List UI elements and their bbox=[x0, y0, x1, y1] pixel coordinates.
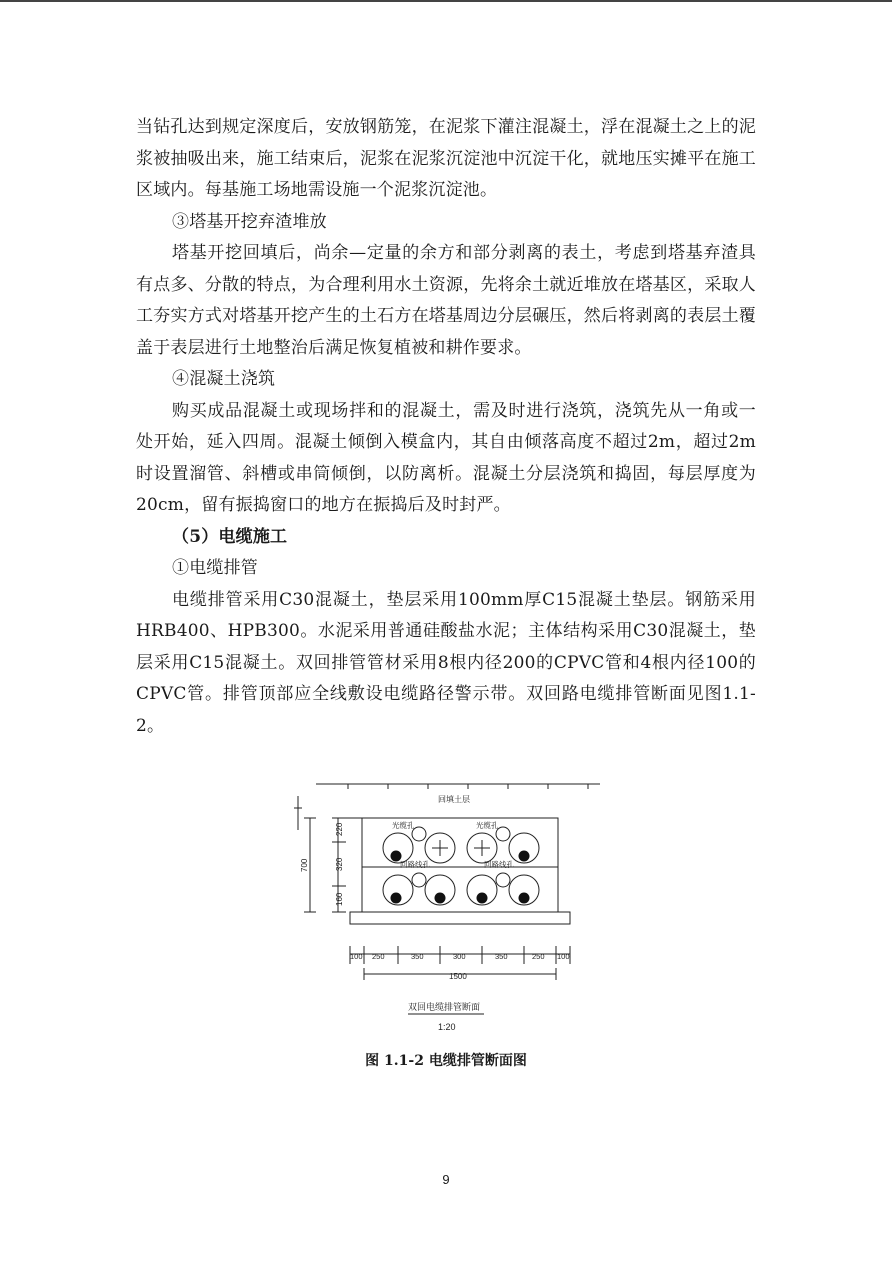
dim-bottom-2: 250 bbox=[372, 952, 385, 961]
dim-total-height: 700 bbox=[300, 858, 309, 872]
drawing-title: 双回电缆排管断面 bbox=[408, 1002, 481, 1012]
dim-left-1: 220 bbox=[335, 822, 344, 836]
page-number: 9 bbox=[442, 1172, 450, 1187]
label-circuit-hole-left: 回路线孔 bbox=[400, 860, 430, 869]
soil-layer-label: 回填土层 bbox=[438, 795, 470, 804]
body-text bbox=[136, 112, 756, 742]
dim-bottom-5: 350 bbox=[495, 952, 508, 961]
subheading-cable-duct: ①电缆排管 bbox=[172, 558, 258, 578]
dim-left-2: 320 bbox=[335, 857, 344, 871]
subheading-concrete: ④混凝土浇筑 bbox=[172, 369, 276, 389]
top-border-rule bbox=[0, 0, 892, 2]
paragraph-spoil: 塔基开挖回填后，尚余—定量的余方和部分剥离的表土，考虑到塔基弃渣具有点多、分散的特点，为合理利用水土资源，先将余土就近堆放在塔基区，采取人工夯实方式对塔基开挖产生的土石方在塔基周边分层碾压，然后将剥离的表层土覆盖于表层进行土地整治后满足恢复植被和耕作要求。 bbox=[136, 243, 756, 358]
dim-total-width: 1500 bbox=[449, 972, 467, 981]
dim-bottom-1: 100 bbox=[350, 952, 363, 961]
paragraph-concrete: 购买成品混凝土或现场拌和的混凝土，需及时进行浇筑，浇筑先从一角或一处开始，延入四周。混凝土倾倒入模盒内，其自由倾落高度不超过2m，超过2m时设置溜管、斜槽或串筒倾倒，以防离析。混凝土分层浇筑和捣固，每层厚度为20cm，留有振捣窗口的地方在振捣后及时封严。 bbox=[136, 400, 756, 515]
dim-left-3: 160 bbox=[335, 892, 344, 906]
figure-caption: 图 1.1-2 电缆排管断面图 bbox=[365, 1053, 527, 1069]
paragraph-drilling: 当钻孔达到规定深度后，安放钢筋笼，在泥浆下灌注混凝土，浮在混凝土之上的泥浆被抽吸出来，施工结束后，泥浆在泥浆沉淀池中沉淀干化，就地压实摊平在施工区域内。每基施工场地需设施一个泥浆沉淀池。 bbox=[136, 117, 756, 200]
paragraph-cable-duct: 电缆排管采用C30混凝土，垫层采用100mm厚C15混凝土垫层。钢筋采用HRB400、HPB300。水泥采用普通硅酸盐水泥；主体结构采用C30混凝土，垫层采用C15混凝土。双回排管管材采用8根内径200的CPVC管和4根内径100的CPVC管。排管顶部应全线敷设电缆路径警示带。双回路电缆排管断面见图1.1-2。 bbox=[136, 589, 756, 736]
label-fiber-hole-left: 光缆孔 bbox=[392, 821, 415, 830]
cable-duct-section-drawing bbox=[288, 778, 618, 1040]
drawing-scale: 1:20 bbox=[438, 1022, 456, 1032]
dim-bottom-7: 100 bbox=[557, 952, 570, 961]
label-circuit-hole-right: 回路线孔 bbox=[484, 860, 514, 869]
dim-bottom-6: 250 bbox=[532, 952, 545, 961]
label-fiber-hole-right: 光缆孔 bbox=[476, 821, 499, 830]
dim-bottom-3: 350 bbox=[411, 952, 424, 961]
subheading-spoil: ③塔基开挖弃渣堆放 bbox=[172, 211, 327, 232]
section-heading-cable: （5）电缆施工 bbox=[172, 526, 288, 547]
dim-bottom-4: 300 bbox=[453, 952, 466, 961]
